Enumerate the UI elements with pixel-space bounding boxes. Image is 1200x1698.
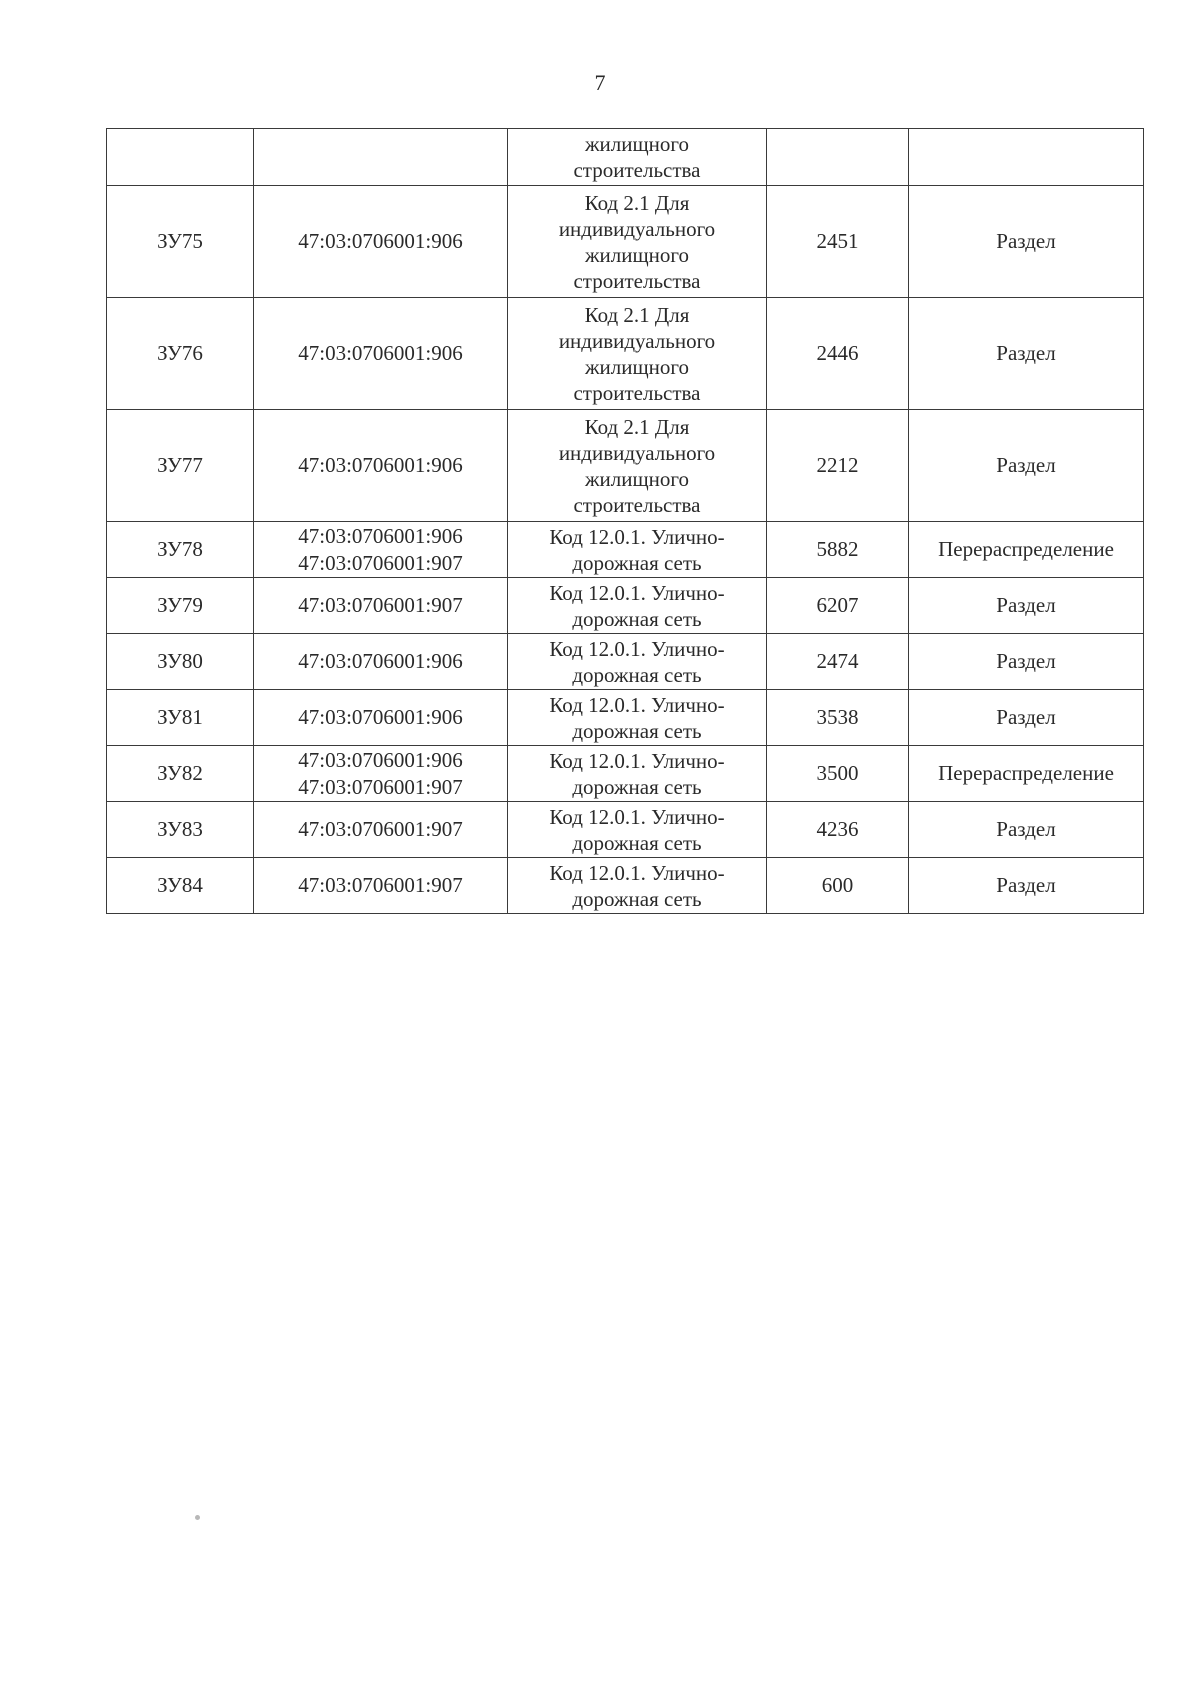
- cadastral-number: 47:03:0706001:906: [298, 453, 463, 477]
- plot-id-cell: ЗУ82: [107, 746, 254, 802]
- plot-id-cell: ЗУ79: [107, 578, 254, 634]
- cadastral-number-cell: [254, 129, 508, 186]
- permitted-use-line: дорожная сеть: [572, 830, 702, 855]
- formation-method-cell: Раздел: [909, 690, 1144, 746]
- cadastral-number-cell: [254, 746, 508, 802]
- formation-method-cell: Раздел: [909, 858, 1144, 914]
- permitted-use-line: дорожная сеть: [572, 662, 702, 687]
- cadastral-number-cell: [254, 186, 508, 298]
- scan-speck: [195, 1515, 200, 1520]
- permitted-use-line: жилищного: [585, 242, 689, 267]
- plot-id-cell: ЗУ76: [107, 298, 254, 410]
- area-cell: 3500: [767, 746, 909, 802]
- permitted-use-line: жилищного: [585, 354, 689, 379]
- cadastral-number: 47:03:0706001:906: [298, 747, 463, 772]
- table-row: [107, 578, 1144, 634]
- cadastral-number: 47:03:0706001:907: [298, 817, 463, 841]
- permitted-use-line: Код 12.0.1. Улично-: [549, 580, 725, 605]
- cadastral-number: 47:03:0706001:906: [298, 649, 463, 673]
- permitted-use-line: индивидуального: [558, 440, 716, 465]
- plot-id-cell: ЗУ77: [107, 410, 254, 522]
- permitted-use-line: Код 2.1 Для: [584, 302, 690, 327]
- table-row: [107, 522, 1144, 578]
- cadastral-number-cell: [254, 522, 508, 578]
- formation-method-cell: Перераспределение: [909, 522, 1144, 578]
- plot-id-cell: [107, 129, 254, 186]
- permitted-use-cell: [508, 858, 767, 914]
- plot-id-cell: ЗУ80: [107, 634, 254, 690]
- table-row: [107, 298, 1144, 410]
- formation-method-cell: Раздел: [909, 298, 1144, 410]
- permitted-use-line: жилищного: [585, 466, 689, 491]
- formation-method-cell: Раздел: [909, 410, 1144, 522]
- permitted-use-cell: [508, 298, 767, 410]
- permitted-use-line: дорожная сеть: [572, 718, 702, 743]
- permitted-use-line: строительства: [573, 492, 701, 517]
- formation-method-cell: Раздел: [909, 578, 1144, 634]
- permitted-use-cell: [508, 634, 767, 690]
- permitted-use-line: дорожная сеть: [572, 550, 702, 575]
- formation-method-cell: Раздел: [909, 802, 1144, 858]
- permitted-use-cell: [508, 746, 767, 802]
- cadastral-number: 47:03:0706001:906: [298, 341, 463, 365]
- permitted-use-cell: [508, 186, 767, 298]
- permitted-use-line: Код 2.1 Для: [584, 190, 690, 215]
- area-cell: 600: [767, 858, 909, 914]
- permitted-use-line: Код 12.0.1. Улично-: [549, 636, 725, 661]
- cadastral-number: 47:03:0706001:907: [298, 593, 463, 617]
- permitted-use-line: дорожная сеть: [572, 606, 702, 631]
- table-row: [107, 634, 1144, 690]
- permitted-use-cell: [508, 690, 767, 746]
- permitted-use-line: строительства: [573, 158, 701, 182]
- area-cell: 3538: [767, 690, 909, 746]
- permitted-use-cell: [508, 129, 767, 186]
- cadastral-number: 47:03:0706001:906: [298, 229, 463, 253]
- permitted-use-line: Код 12.0.1. Улично-: [549, 524, 725, 549]
- permitted-use-line: Код 2.1 Для: [584, 414, 690, 439]
- cadastral-number-cell: [254, 690, 508, 746]
- cadastral-number-cell: [254, 410, 508, 522]
- table-row: [107, 129, 1144, 186]
- table-row: [107, 690, 1144, 746]
- plot-id-cell: ЗУ84: [107, 858, 254, 914]
- cadastral-number: 47:03:0706001:907: [298, 550, 463, 575]
- formation-method-cell: [909, 129, 1144, 186]
- cadastral-number-cell: [254, 298, 508, 410]
- formation-method-cell: Раздел: [909, 634, 1144, 690]
- plot-id-cell: ЗУ81: [107, 690, 254, 746]
- land-plots-table: [106, 128, 1144, 914]
- table-row: [107, 186, 1144, 298]
- cadastral-number-cell: [254, 802, 508, 858]
- table-row: [107, 802, 1144, 858]
- plot-id-cell: ЗУ83: [107, 802, 254, 858]
- area-cell: 4236: [767, 802, 909, 858]
- cadastral-number-cell: [254, 578, 508, 634]
- permitted-use-cell: [508, 522, 767, 578]
- area-cell: 2451: [767, 186, 909, 298]
- plot-id-cell: ЗУ75: [107, 186, 254, 298]
- area-cell: 5882: [767, 522, 909, 578]
- area-cell: 2446: [767, 298, 909, 410]
- permitted-use-line: дорожная сеть: [572, 886, 702, 911]
- permitted-use-line: индивидуального: [558, 216, 716, 241]
- table-body: [107, 129, 1144, 914]
- cadastral-number: 47:03:0706001:907: [298, 774, 463, 799]
- permitted-use-cell: [508, 578, 767, 634]
- area-cell: 2474: [767, 634, 909, 690]
- permitted-use-line: Код 12.0.1. Улично-: [549, 804, 725, 829]
- permitted-use-line: Код 12.0.1. Улично-: [549, 860, 725, 885]
- cadastral-number-cell: [254, 634, 508, 690]
- permitted-use-line: индивидуального: [558, 328, 716, 353]
- cadastral-number-cell: [254, 858, 508, 914]
- plot-id-cell: ЗУ78: [107, 522, 254, 578]
- permitted-use-line: строительства: [573, 380, 701, 405]
- area-cell: 6207: [767, 578, 909, 634]
- cadastral-number: 47:03:0706001:906: [298, 523, 463, 548]
- permitted-use-line: строительства: [573, 268, 701, 293]
- formation-method-cell: Раздел: [909, 186, 1144, 298]
- permitted-use-cell: [508, 410, 767, 522]
- area-cell: [767, 129, 909, 186]
- area-cell: 2212: [767, 410, 909, 522]
- permitted-use-line: жилищного: [585, 132, 689, 156]
- cadastral-number: 47:03:0706001:906: [298, 705, 463, 729]
- formation-method-cell: Перераспределение: [909, 746, 1144, 802]
- permitted-use-line: Код 12.0.1. Улично-: [549, 748, 725, 773]
- cadastral-number: 47:03:0706001:907: [298, 873, 463, 897]
- table-row: [107, 858, 1144, 914]
- table-row: [107, 410, 1144, 522]
- page-number: 7: [594, 70, 606, 95]
- permitted-use-cell: [508, 802, 767, 858]
- permitted-use-line: дорожная сеть: [572, 774, 702, 799]
- table-row: [107, 746, 1144, 802]
- permitted-use-line: Код 12.0.1. Улично-: [549, 692, 725, 717]
